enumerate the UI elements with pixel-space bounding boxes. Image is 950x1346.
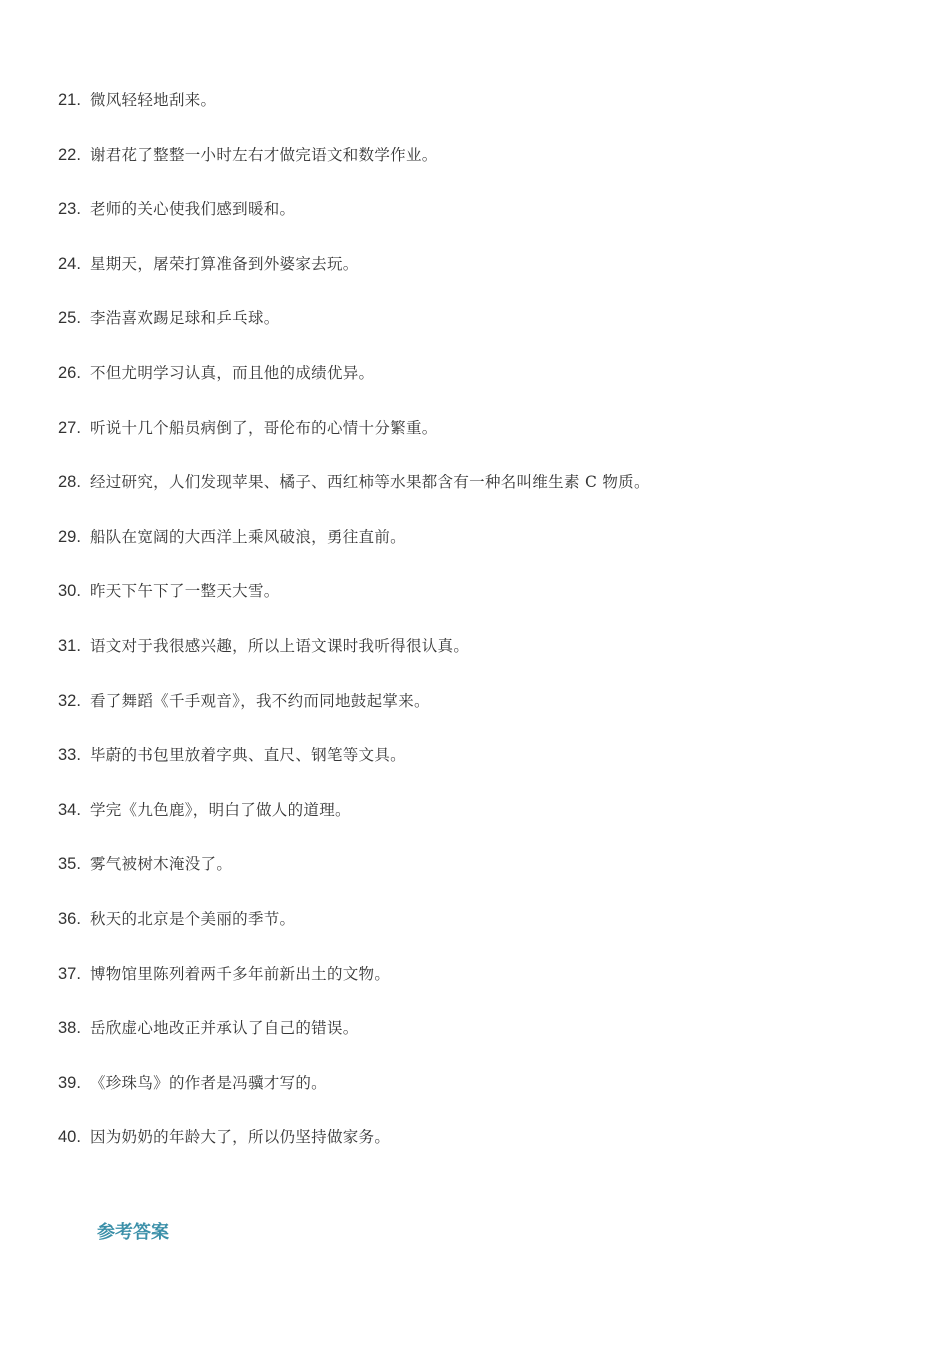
item-text: 星期天，屠荣打算准备到外婆家去玩。 — [89, 254, 359, 273]
item-number: 39. — [58, 1073, 81, 1092]
list-item — [58, 359, 918, 414]
item-text: 昨天下午下了一整天大雪。 — [89, 582, 280, 601]
item-text: 《珍珠鸟》的作者是冯骥才写的。 — [89, 1073, 327, 1092]
item-text: 因为奶奶的年龄大了，所以仍坚持做家务。 — [89, 1128, 391, 1147]
item-number: 24. — [58, 254, 81, 273]
item-number: 25. — [58, 309, 81, 328]
list-item — [58, 1069, 918, 1124]
item-text: 李浩喜欢踢足球和乒乓球。 — [89, 309, 280, 328]
list-item — [58, 960, 918, 1015]
list-item — [58, 250, 918, 305]
list-item — [58, 905, 918, 960]
item-text: 船队在宽阔的大西洋上乘风破浪，勇往直前。 — [89, 527, 406, 546]
list-item — [58, 850, 918, 905]
list-item — [58, 523, 918, 578]
item-number: 37. — [58, 964, 81, 983]
item-number: 31. — [58, 636, 81, 655]
item-text: 毕蔚的书包里放着字典、直尺、钢笔等文具。 — [89, 746, 406, 765]
item-number: 35. — [58, 855, 81, 874]
item-text: 秋天的北京是个美丽的季节。 — [89, 909, 296, 928]
item-text: 谢君花了整整一小时左右才做完语文和数学作业。 — [89, 145, 438, 164]
item-number: 23. — [58, 200, 81, 219]
list-item — [58, 741, 918, 796]
item-number: 22. — [58, 145, 81, 164]
list-item — [58, 687, 918, 742]
item-number: 26. — [58, 363, 81, 382]
item-text: 听说十几个船员病倒了，哥伦布的心情十分繁重。 — [89, 418, 438, 437]
list-item — [58, 1123, 918, 1178]
list-item — [58, 577, 918, 632]
item-text: 博物馆里陈列着两千多年前新出土的文物。 — [89, 964, 391, 983]
item-number: 33. — [58, 746, 81, 765]
item-number: 29. — [58, 527, 81, 546]
list-item — [58, 86, 918, 141]
list-item — [58, 796, 918, 851]
list-item — [58, 632, 918, 687]
item-text: 学完《九色鹿》，明白了做人的道理。 — [89, 800, 351, 819]
item-number: 27. — [58, 418, 81, 437]
item-text: 不但尤明学习认真，而且他的成绩优异。 — [89, 363, 375, 382]
item-number: 28. — [58, 473, 81, 492]
exercise-list — [58, 86, 918, 1178]
list-item — [58, 1014, 918, 1069]
list-item — [58, 468, 918, 523]
item-text: 老师的关心使我们感到暖和。 — [89, 200, 296, 219]
list-item — [58, 414, 918, 469]
item-text: 看了舞蹈《千手观音》，我不约而同地鼓起掌来。 — [89, 691, 430, 710]
list-item — [58, 141, 918, 196]
item-text: 微风轻轻地刮来。 — [89, 91, 217, 109]
item-text: 语文对于我很感兴趣，所以上语文课时我听得很认真。 — [89, 636, 470, 655]
item-text: 雾气被树木淹没了。 — [89, 855, 233, 874]
list-item — [58, 195, 918, 250]
item-number: 30. — [58, 582, 81, 601]
item-number: 34. — [58, 800, 81, 819]
answer-heading: 参考答案 — [97, 1222, 169, 1243]
item-number: 21. — [58, 91, 81, 109]
item-number: 40. — [58, 1128, 81, 1147]
item-number: 32. — [58, 691, 81, 710]
list-item — [58, 304, 918, 359]
item-text: 岳欣虚心地改正并承认了自己的错误。 — [89, 1019, 359, 1038]
item-number: 38. — [58, 1019, 81, 1038]
item-number: 36. — [58, 909, 81, 928]
item-text: 经过研究，人们发现苹果、橘子、西红柿等水果都含有一种名叫维生素 C 物质。 — [89, 473, 650, 492]
